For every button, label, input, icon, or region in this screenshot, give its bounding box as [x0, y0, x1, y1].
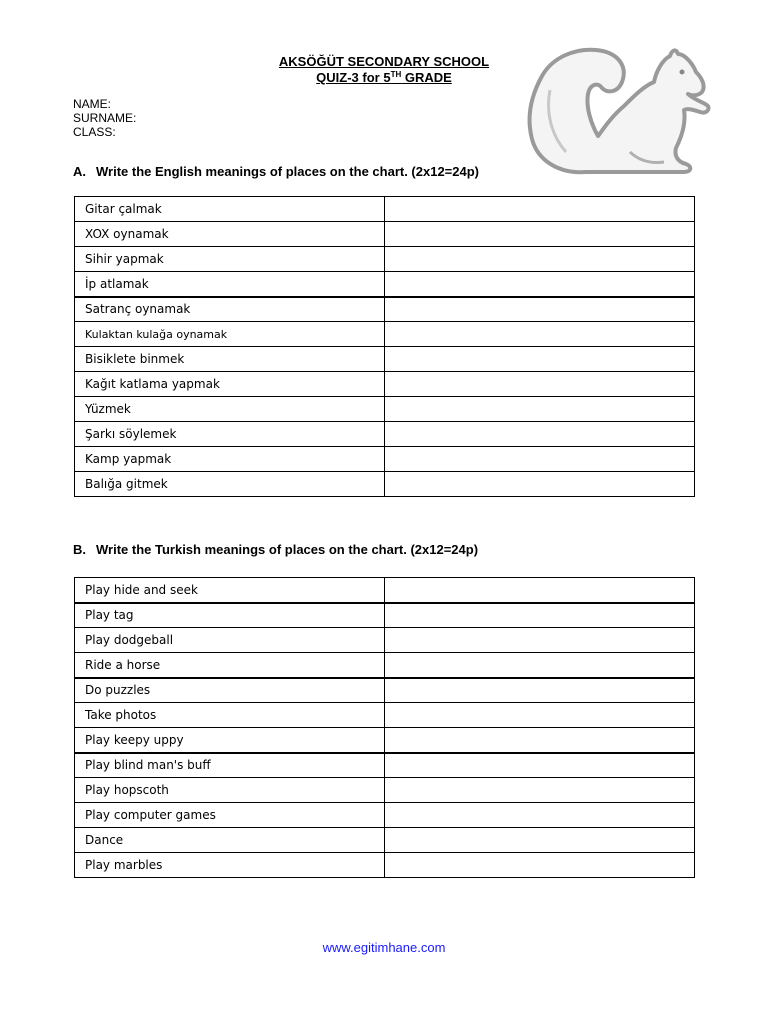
section-a-instruction: Write the English meanings of places on the chart. (2x12=24p)	[96, 164, 479, 179]
section-a-row	[75, 372, 695, 397]
section-a-row	[75, 197, 695, 222]
section-a-answer-cell[interactable]	[385, 247, 695, 272]
section-b-row	[75, 678, 695, 703]
section-a-answer-cell[interactable]	[385, 297, 695, 322]
section-a-prompt-cell: Sihir yapmak	[75, 247, 385, 272]
section-b-answer-cell[interactable]	[385, 578, 695, 603]
squirrel-illustration	[526, 44, 716, 180]
class-label: CLASS:	[73, 125, 116, 139]
section-a-answer-cell[interactable]	[385, 422, 695, 447]
section-b-answer-cell[interactable]	[385, 753, 695, 778]
section-b-title	[73, 542, 478, 558]
section-a-answer-cell[interactable]	[385, 322, 695, 347]
section-b-prompt-cell: Take photos	[75, 703, 385, 728]
school-name: AKSÖĞÜT SECONDARY SCHOOL	[278, 54, 490, 69]
section-a-prompt-cell: Yüzmek	[75, 397, 385, 422]
section-b-row	[75, 828, 695, 853]
section-b-answer-cell[interactable]	[385, 678, 695, 703]
section-a-answer-cell[interactable]	[385, 347, 695, 372]
section-a-answer-cell[interactable]	[385, 272, 695, 297]
section-a-answer-cell[interactable]	[385, 222, 695, 247]
section-b-row	[75, 728, 695, 753]
section-b-answer-cell[interactable]	[385, 628, 695, 653]
footer-url[interactable]: www.egitimhane.com	[322, 940, 446, 955]
section-a-row	[75, 422, 695, 447]
surname-label: SURNAME:	[73, 111, 137, 125]
section-a-row	[75, 272, 695, 297]
section-b-prompt-cell: Play computer games	[75, 803, 385, 828]
section-a-row	[75, 247, 695, 272]
section-a-prompt-cell: Satranç oynamak	[75, 297, 385, 322]
section-b-prompt-cell: Play tag	[75, 603, 385, 628]
section-a-row	[75, 297, 695, 322]
section-b-row	[75, 578, 695, 603]
section-b-prompt-cell: Play hide and seek	[75, 578, 385, 603]
section-a-row	[75, 222, 695, 247]
section-b-prompt-cell: Dance	[75, 828, 385, 853]
section-a-answer-cell[interactable]	[385, 472, 695, 497]
section-a-prompt-cell: Kamp yapmak	[75, 447, 385, 472]
section-a-prompt-cell: Bisiklete binmek	[75, 347, 385, 372]
section-b-answer-cell[interactable]	[385, 778, 695, 803]
section-b-answer-cell[interactable]	[385, 703, 695, 728]
section-b-row	[75, 853, 695, 878]
section-a-prompt-cell: XOX oynamak	[75, 222, 385, 247]
quiz-title: QUIZ-3 for 5TH GRADE	[316, 70, 452, 85]
section-b-answer-cell[interactable]	[385, 603, 695, 628]
section-a-row	[75, 397, 695, 422]
section-a-answer-cell[interactable]	[385, 397, 695, 422]
section-a-prompt-cell: İp atlamak	[75, 272, 385, 297]
section-b-letter: B.	[73, 542, 86, 557]
section-a-answer-cell[interactable]	[385, 197, 695, 222]
section-b-answer-cell[interactable]	[385, 803, 695, 828]
section-a-row	[75, 472, 695, 497]
section-a-table	[74, 196, 695, 497]
section-b-answer-cell[interactable]	[385, 728, 695, 753]
section-a-prompt-cell: Kağıt katlama yapmak	[75, 372, 385, 397]
section-a-answer-cell[interactable]	[385, 372, 695, 397]
section-b-row	[75, 753, 695, 778]
section-b-answer-cell[interactable]	[385, 653, 695, 678]
section-b-row	[75, 778, 695, 803]
section-a-row	[75, 347, 695, 372]
section-b-table	[74, 577, 695, 878]
section-b-answer-cell[interactable]	[385, 828, 695, 853]
section-b-row	[75, 603, 695, 628]
section-b-row	[75, 653, 695, 678]
name-label: NAME:	[73, 97, 112, 111]
section-a-row	[75, 447, 695, 472]
section-a-row	[75, 322, 695, 347]
section-a-title	[73, 164, 479, 180]
section-a-prompt-cell: Kulaktan kulağa oynamak	[75, 322, 385, 347]
section-a-letter: A.	[73, 164, 86, 179]
section-b-prompt-cell: Play dodgeball	[75, 628, 385, 653]
section-a-prompt-cell: Gitar çalmak	[75, 197, 385, 222]
section-b-prompt-cell: Play blind man's buff	[75, 753, 385, 778]
student-info	[73, 97, 136, 139]
section-b-row	[75, 628, 695, 653]
section-b-answer-cell[interactable]	[385, 853, 695, 878]
section-b-row	[75, 703, 695, 728]
section-a-prompt-cell: Balığa gitmek	[75, 472, 385, 497]
section-b-prompt-cell: Play hopscoth	[75, 778, 385, 803]
section-b-instruction: Write the Turkish meanings of places on the chart. (2x12=24p)	[96, 542, 479, 557]
section-b-row	[75, 803, 695, 828]
section-a-answer-cell[interactable]	[385, 447, 695, 472]
section-b-prompt-cell: Play marbles	[75, 853, 385, 878]
section-a-prompt-cell: Şarkı söylemek	[75, 422, 385, 447]
section-b-prompt-cell: Do puzzles	[75, 678, 385, 703]
section-b-prompt-cell: Play keepy uppy	[75, 728, 385, 753]
section-b-prompt-cell: Ride a horse	[75, 653, 385, 678]
